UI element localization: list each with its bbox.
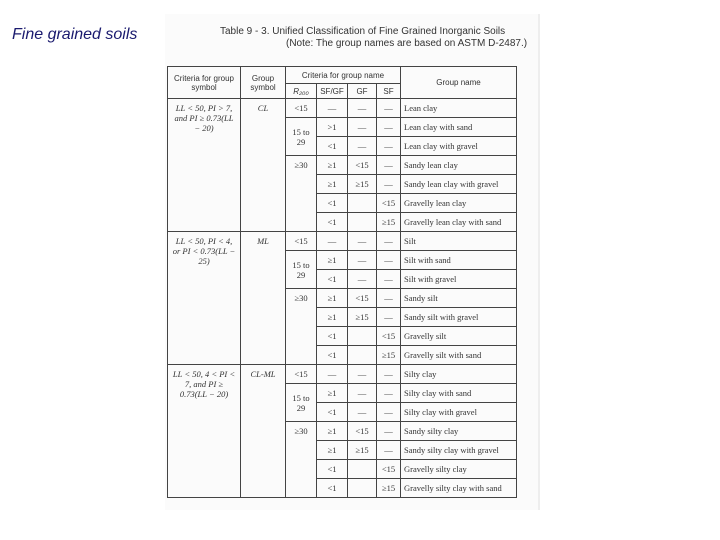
- group-name-cell: Silt with gravel: [401, 270, 517, 289]
- sfgf-cell: <1: [317, 137, 348, 156]
- symbol-header: Group symbol: [241, 67, 286, 99]
- gf-cell: <15: [348, 156, 377, 175]
- sfgf-cell: <1: [317, 479, 348, 498]
- criteria-cell-cl: LL < 50, PI > 7, and PI ≥ 0.73(LL − 20): [168, 99, 241, 232]
- gf-cell: ≥15: [348, 175, 377, 194]
- sf-cell: <15: [377, 194, 401, 213]
- gf-cell: —: [348, 365, 377, 384]
- gf-cell: <15: [348, 289, 377, 308]
- group-name-cell: Lean clay with sand: [401, 118, 517, 137]
- criteria-header: Criteria for group symbol: [168, 67, 241, 99]
- sf-cell: —: [377, 232, 401, 251]
- symbol-cell-clml: CL-ML: [241, 365, 286, 498]
- sf-cell: —: [377, 175, 401, 194]
- r200-cell: <15: [286, 365, 317, 384]
- sf-cell: —: [377, 365, 401, 384]
- sfgf-cell: —: [317, 232, 348, 251]
- gf-cell: —: [348, 118, 377, 137]
- group-name-cell: Lean clay with gravel: [401, 137, 517, 156]
- table-row: [168, 99, 517, 118]
- table-row: [168, 365, 517, 384]
- r200-cell: ≥30: [286, 289, 317, 365]
- table-note: (Note: The group names are based on ASTM D-2487.): [286, 38, 528, 49]
- sf-cell: —: [377, 118, 401, 137]
- group-name-cell: Gravelly silty clay with sand: [401, 479, 517, 498]
- sfgf-cell: ≥1: [317, 384, 348, 403]
- sf-cell: <15: [377, 460, 401, 479]
- classification-table: [167, 66, 517, 498]
- criteria-group-name-header: Criteria for group name: [286, 67, 401, 84]
- gf-cell: [348, 479, 377, 498]
- sfgf-cell: <1: [317, 194, 348, 213]
- sf-cell: ≥15: [377, 479, 401, 498]
- sfgf-cell: <1: [317, 346, 348, 365]
- sfgf-cell: <1: [317, 403, 348, 422]
- gf-cell: ≥15: [348, 308, 377, 327]
- r200-cell: 15 to 29: [286, 384, 317, 422]
- sfgf-cell: ≥1: [317, 308, 348, 327]
- r200-cell: 15 to 29: [286, 118, 317, 156]
- sf-cell: ≥15: [377, 346, 401, 365]
- symbol-cell-cl: CL: [241, 99, 286, 232]
- sfgf-cell: <1: [317, 327, 348, 346]
- r200-header: R₂₀₀: [286, 84, 317, 99]
- sfgf-cell: ≥1: [317, 175, 348, 194]
- gf-header: GF: [348, 84, 377, 99]
- sfgf-cell: ≥1: [317, 156, 348, 175]
- gf-cell: [348, 194, 377, 213]
- group-name-cell: Gravelly silty clay: [401, 460, 517, 479]
- table-caption: [220, 26, 527, 50]
- gf-cell: [348, 460, 377, 479]
- group-name-header: Group name: [401, 67, 517, 99]
- sf-cell: ≥15: [377, 213, 401, 232]
- sfgf-cell: ≥1: [317, 251, 348, 270]
- sf-cell: —: [377, 251, 401, 270]
- sfgf-cell: <1: [317, 270, 348, 289]
- group-name-cell: Gravelly lean clay: [401, 194, 517, 213]
- group-name-cell: Gravelly silt: [401, 327, 517, 346]
- group-name-cell: Sandy silt: [401, 289, 517, 308]
- scan-edge: [538, 14, 540, 510]
- gf-cell: [348, 213, 377, 232]
- sf-cell: —: [377, 308, 401, 327]
- group-name-cell: Silt: [401, 232, 517, 251]
- gf-cell: —: [348, 137, 377, 156]
- gf-cell: [348, 327, 377, 346]
- gf-cell: —: [348, 232, 377, 251]
- gf-cell: —: [348, 251, 377, 270]
- group-name-cell: Sandy lean clay with gravel: [401, 175, 517, 194]
- slide-title: Fine grained soils: [12, 26, 138, 43]
- group-name-cell: Gravelly lean clay with sand: [401, 213, 517, 232]
- sf-cell: <15: [377, 327, 401, 346]
- group-name-cell: Sandy lean clay: [401, 156, 517, 175]
- group-name-cell: Sandy silty clay: [401, 422, 517, 441]
- sf-cell: —: [377, 99, 401, 118]
- sf-cell: —: [377, 137, 401, 156]
- sfgf-cell: ≥1: [317, 422, 348, 441]
- group-name-cell: Sandy silty clay with gravel: [401, 441, 517, 460]
- sf-cell: —: [377, 289, 401, 308]
- sf-cell: —: [377, 422, 401, 441]
- group-name-cell: Silt with sand: [401, 251, 517, 270]
- sfgf-cell: >1: [317, 118, 348, 137]
- table-row: [168, 232, 517, 251]
- sf-cell: —: [377, 384, 401, 403]
- gf-cell: —: [348, 384, 377, 403]
- group-name-cell: Silty clay with sand: [401, 384, 517, 403]
- gf-cell: [348, 346, 377, 365]
- sf-header: SF: [377, 84, 401, 99]
- sfgf-cell: ≥1: [317, 289, 348, 308]
- header-row-1: [168, 67, 517, 84]
- sfgf-cell: —: [317, 99, 348, 118]
- gf-cell: ≥15: [348, 441, 377, 460]
- criteria-cell-clml: LL < 50, 4 < PI < 7, and PI ≥ 0.73(LL − 20): [168, 365, 241, 498]
- gf-cell: —: [348, 403, 377, 422]
- symbol-cell-ml: ML: [241, 232, 286, 365]
- sf-cell: —: [377, 156, 401, 175]
- table-title: Table 9 - 3. Unified Classification of Fine Grained Inorganic Soils: [220, 26, 506, 37]
- r200-cell: 15 to 29: [286, 251, 317, 289]
- gf-cell: —: [348, 270, 377, 289]
- sf-cell: —: [377, 270, 401, 289]
- sf-cell: —: [377, 403, 401, 422]
- group-name-cell: Sandy silt with gravel: [401, 308, 517, 327]
- r200-cell: <15: [286, 232, 317, 251]
- r200-cell: <15: [286, 99, 317, 118]
- gf-cell: <15: [348, 422, 377, 441]
- group-name-cell: Lean clay: [401, 99, 517, 118]
- sfgf-cell: <1: [317, 213, 348, 232]
- sfgf-cell: —: [317, 365, 348, 384]
- r200-cell: ≥30: [286, 422, 317, 498]
- sfgf-cell: <1: [317, 460, 348, 479]
- criteria-cell-ml: LL < 50, PI < 4, or PI < 0.73(LL − 25): [168, 232, 241, 365]
- sf-cell: —: [377, 441, 401, 460]
- sfgf-cell: ≥1: [317, 441, 348, 460]
- sfgf-header: SF/GF: [317, 84, 348, 99]
- group-name-cell: Silty clay: [401, 365, 517, 384]
- gf-cell: —: [348, 99, 377, 118]
- group-name-cell: Gravelly silt with sand: [401, 346, 517, 365]
- r200-cell: ≥30: [286, 156, 317, 232]
- group-name-cell: Silty clay with gravel: [401, 403, 517, 422]
